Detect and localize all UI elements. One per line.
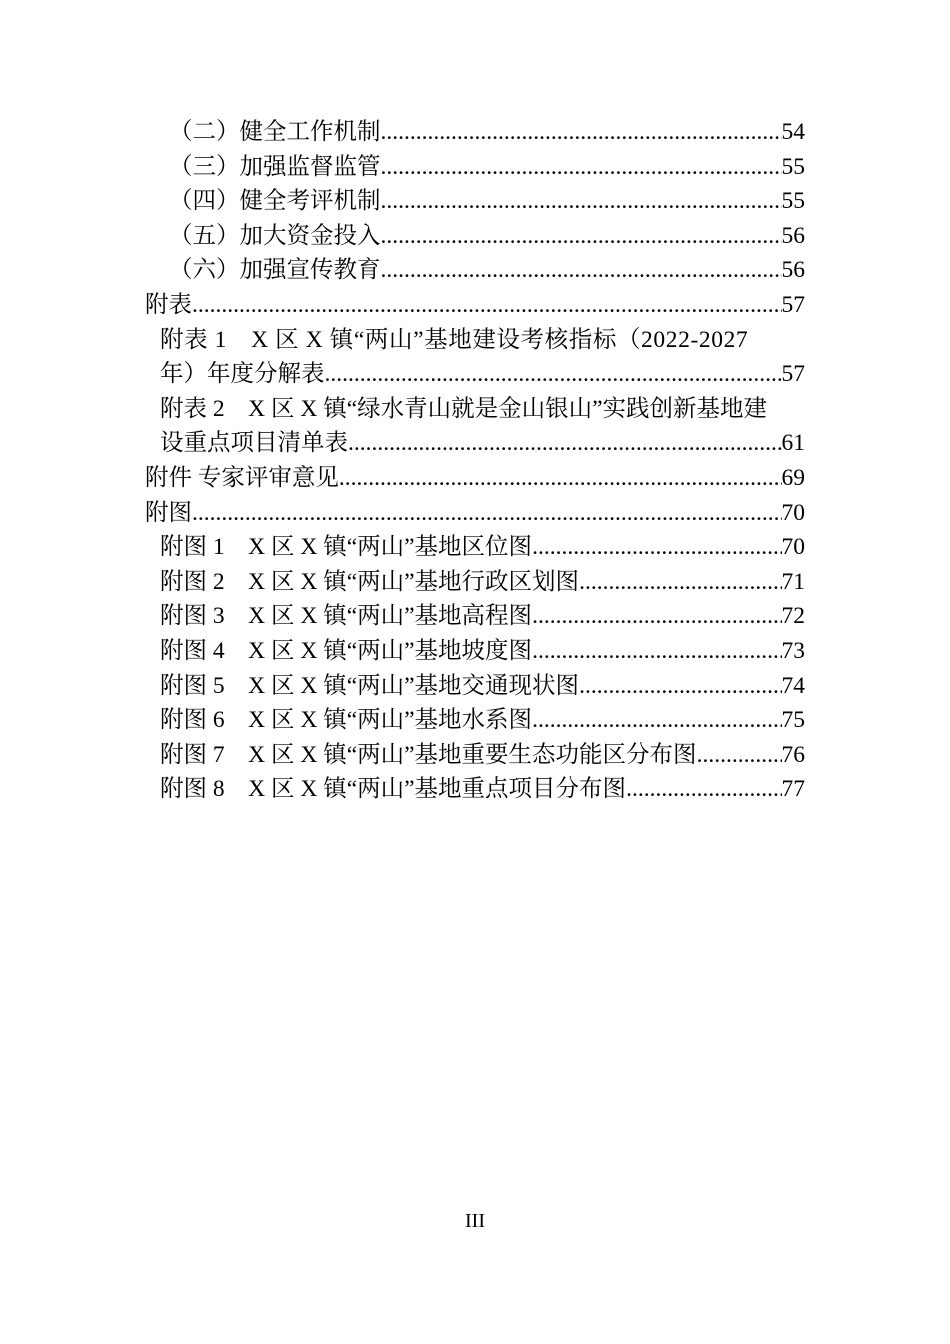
page-number-footer: III: [465, 1210, 485, 1232]
toc-dot-leader: [381, 219, 782, 254]
toc-entry-title: 附件 专家评审意见: [145, 464, 339, 491]
toc-entry-title: （三）加强监督监管: [169, 153, 381, 180]
toc-entry-title: 附图 8 X 区 X 镇“两山”基地重点项目分布图: [160, 776, 627, 803]
toc-entry-figure[interactable]: [0, 703, 950, 738]
toc-entry[interactable]: [0, 115, 950, 150]
toc-entry-title: 附表 2 X 区 X 镇“绿水青山就是金山银山”实践创新基地建: [160, 395, 768, 422]
toc-dot-leader: [532, 703, 781, 738]
toc-entry-title: 附表 1 X 区 X 镇“两山”基地建设考核指标（2022-2027: [160, 326, 749, 353]
toc-entry-page: 56: [781, 222, 805, 249]
toc-entry-figure[interactable]: [0, 599, 950, 634]
toc-dot-leader: [532, 634, 781, 669]
toc-dot-leader: [532, 599, 781, 634]
toc-entry-title: 附图 6 X 区 X 镇“两山”基地水系图: [160, 707, 533, 734]
toc-entry-title: （五）加大资金投入: [169, 222, 381, 249]
toc-entry-title: 附图 1 X 区 X 镇“两山”基地区位图: [160, 534, 533, 561]
toc-entry-page: 56: [781, 257, 805, 284]
toc-dot-leader: [381, 115, 782, 150]
toc-entry-title: 附表: [145, 291, 192, 318]
toc-dot-leader: [192, 288, 782, 323]
toc-entry-title: 附图 3 X 区 X 镇“两山”基地高程图: [160, 603, 533, 630]
toc-dot-leader: [348, 426, 782, 461]
toc-entry-page: 57: [781, 291, 805, 318]
toc-entry-page: 73: [781, 637, 805, 664]
toc-entry-table1-line1[interactable]: [0, 323, 950, 358]
toc-entry-title: （二）健全工作机制: [169, 119, 381, 145]
toc-entry-figure[interactable]: [0, 530, 950, 565]
toc-dot-leader: [381, 253, 782, 288]
toc-entry[interactable]: [0, 184, 950, 219]
toc-entry-title: 附图: [145, 499, 192, 526]
toc-entry-page: 77: [781, 776, 805, 803]
toc-entry[interactable]: [0, 253, 950, 288]
toc-entry-figure[interactable]: [0, 772, 950, 807]
toc-entry-page: 55: [781, 188, 805, 215]
toc-entry-page: 70: [781, 499, 805, 526]
toc-entry-page: 71: [781, 568, 805, 595]
toc-entry-attachment[interactable]: [0, 461, 950, 496]
toc-entry-page: 61: [781, 430, 805, 457]
toc-entry-table1-line2[interactable]: [0, 357, 950, 392]
toc-entry[interactable]: [0, 219, 950, 254]
toc-dot-leader: [697, 738, 782, 773]
toc-entry-page: 54: [781, 119, 805, 145]
toc-entry-figure[interactable]: [0, 738, 950, 773]
toc-entry-title: 附图 5 X 区 X 镇“两山”基地交通现状图: [160, 672, 580, 699]
toc-entry-page: 75: [781, 707, 805, 734]
toc-dot-leader: [626, 772, 781, 807]
toc-dot-leader: [192, 496, 782, 531]
toc-entry[interactable]: [0, 150, 950, 185]
toc-dot-leader: [381, 184, 782, 219]
toc-entry-title-cont: 年）年度分解表: [160, 361, 325, 388]
toc-entry-title: 附图 7 X 区 X 镇“两山”基地重要生态功能区分布图: [160, 741, 697, 768]
toc-entry-appendix-figures[interactable]: [0, 496, 950, 531]
toc-entry-title: 附图 4 X 区 X 镇“两山”基地坡度图: [160, 637, 533, 664]
toc-dot-leader: [381, 150, 782, 185]
toc-entry-table2-line2[interactable]: [0, 426, 950, 461]
toc-dot-leader: [339, 461, 782, 496]
toc-entry-page: 69: [781, 464, 805, 491]
toc-entry-figure[interactable]: [0, 565, 950, 600]
toc-entry-title: 附图 2 X 区 X 镇“两山”基地行政区划图: [160, 568, 580, 595]
toc-entry-figure[interactable]: [0, 634, 950, 669]
toc-entry-table2-line1[interactable]: [0, 392, 950, 427]
toc-dot-leader: [325, 357, 782, 392]
toc-dot-leader: [532, 530, 781, 565]
toc-entry-page: 72: [781, 603, 805, 630]
toc-entry-appendix-tables[interactable]: [0, 288, 950, 323]
toc-entry-page: 57: [781, 361, 805, 388]
toc-entry-page: 76: [781, 741, 805, 768]
table-of-contents: [0, 115, 950, 807]
toc-entry-page: 55: [781, 153, 805, 180]
toc-entry-figure[interactable]: [0, 669, 950, 704]
toc-dot-leader: [579, 669, 781, 704]
toc-entry-title-cont: 设重点项目清单表: [160, 430, 348, 457]
toc-dot-leader: [579, 565, 781, 600]
toc-entry-title: （六）加强宣传教育: [169, 257, 381, 284]
toc-entry-title: （四）健全考评机制: [169, 188, 381, 215]
toc-entry-page: 70: [781, 534, 805, 561]
toc-entry-page: 74: [781, 672, 805, 699]
